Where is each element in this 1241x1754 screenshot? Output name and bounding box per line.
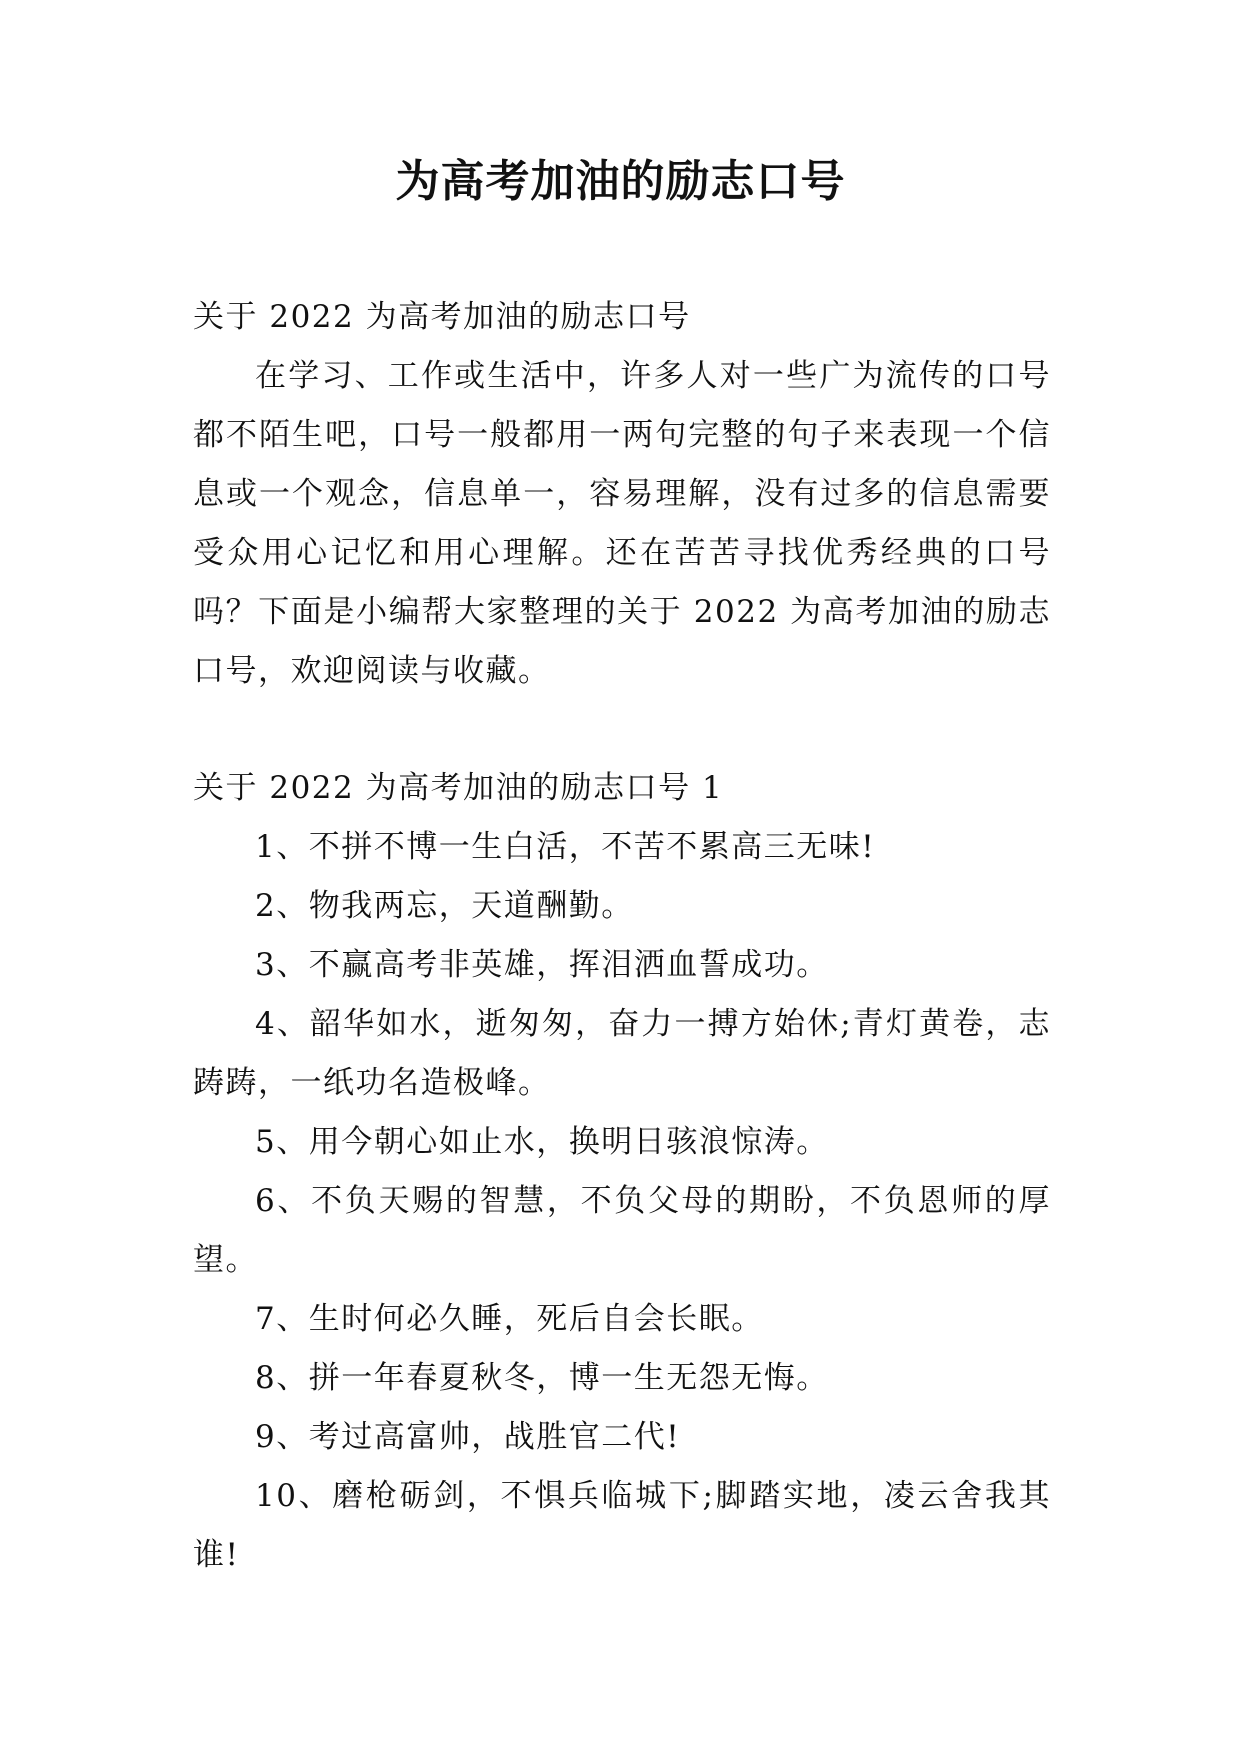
slogan-item: 3、不赢高考非英雄，挥泪洒血誓成功。 <box>255 947 829 983</box>
intro-heading: 关于 2022 为高考加油的励志口号 <box>193 299 691 335</box>
document-title: 为高考加油的励志口号 <box>395 156 846 207</box>
section-spacer <box>193 701 1051 759</box>
slogan-item: 1、不拼不博一生白活，不苦不累高三无味! <box>255 829 876 865</box>
slogan-item: 2、物我两忘，天道酬勤。 <box>255 888 634 924</box>
slogan-item: 5、用今朝心如止水，换明日骇浪惊涛。 <box>255 1124 829 1160</box>
intro-paragraph: 在学习、工作或生活中，许多人对一些广为流传的口号都不陌生吧，口号一般都用一两句完整的句子来表现一个信息或一个观念，信息单一，容易理解，没有过多的信息需要受众用心记忆和用心理解。还在苦苦寻找优秀经典的口号吗？下面是小编帮大家整理的关于 2022 为高考加油的励志口号，欢迎阅读与收藏。 <box>193 358 1051 689</box>
slogan-item: 9、考过高富帅，战胜官二代! <box>255 1419 681 1455</box>
document-body <box>193 288 1051 1585</box>
section-heading: 关于 2022 为高考加油的励志口号 1 <box>193 770 724 806</box>
slogan-item: 6、不负天赐的智慧，不负父母的期盼，不负恩师的厚望。 <box>193 1183 1051 1278</box>
slogan-item: 7、生时何必久睡，死后自会长眠。 <box>255 1301 764 1337</box>
slogan-item: 8、拼一年春夏秋冬，博一生无怨无悔。 <box>255 1360 829 1396</box>
slogan-item: 10、磨枪砺剑，不惧兵临城下;脚踏实地，凌云舍我其谁! <box>193 1478 1051 1573</box>
slogan-item: 4、韶华如水，逝匆匆，奋力一搏方始休;青灯黄卷，志踌踌，一纸功名造极峰。 <box>193 1006 1051 1101</box>
